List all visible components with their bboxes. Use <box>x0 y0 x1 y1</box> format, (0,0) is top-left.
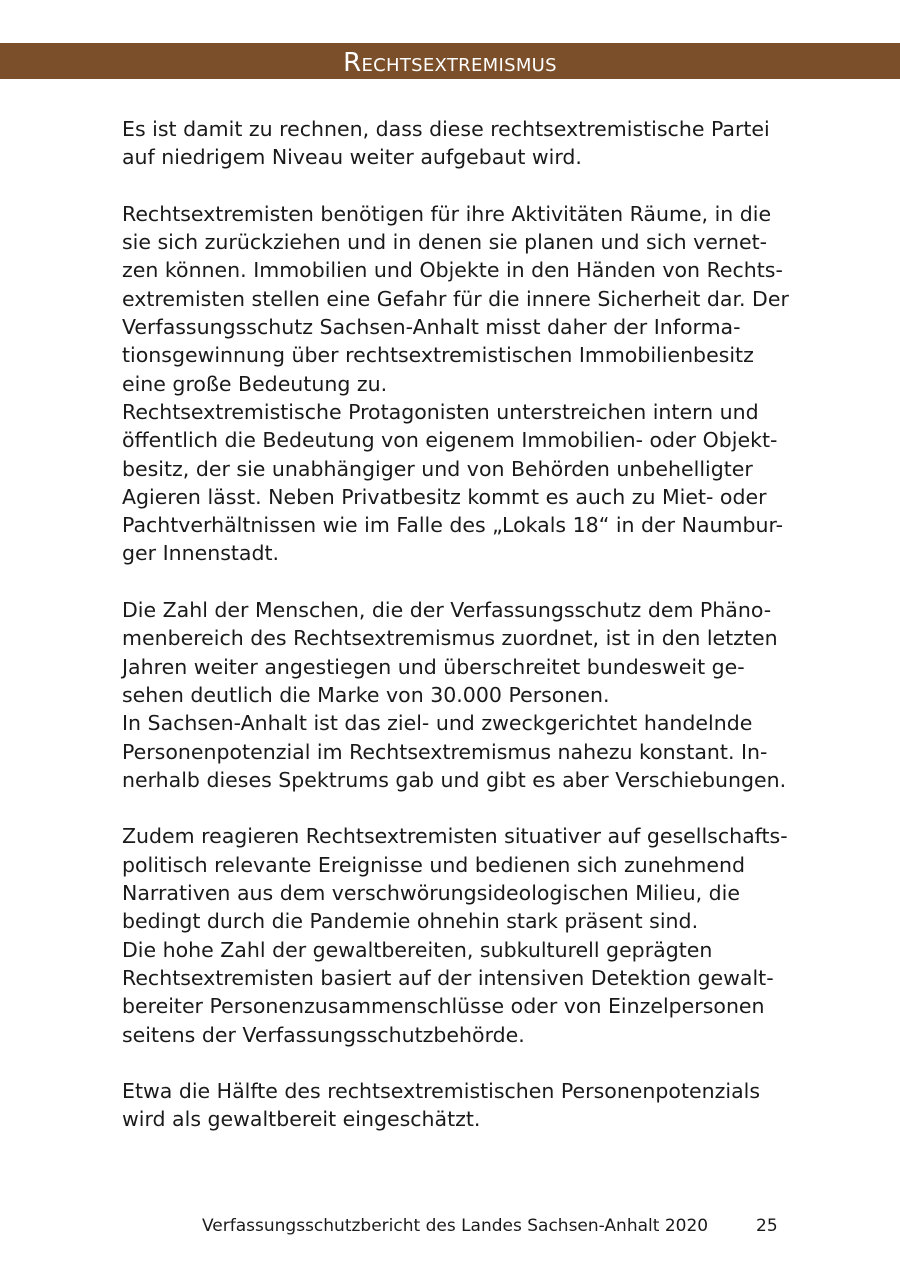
text-line: Agieren lässt. Neben Privatbesitz kommt es auch zu Miet- oder <box>122 484 767 509</box>
paragraph-spacer <box>122 1049 782 1077</box>
text-line: tionsgewinnung über rechtsextremistischen Immobilienbesitz <box>122 343 754 368</box>
paragraph-5 <box>122 1077 782 1134</box>
text-line: menbereich des Rechtsextremismus zuordnet, ist in den letzten <box>122 626 778 651</box>
text-line: sehen deutlich die Marke von 30.000 Personen. <box>122 682 610 707</box>
footer-publication-title: Verfassungsschutzbericht des Landes Sachsen-Anhalt 2020 <box>202 1216 709 1236</box>
text-line: auf niedrigem Niveau weiter aufgebaut wird. <box>122 145 582 170</box>
body-text <box>122 115 789 1134</box>
text-line: Die Zahl der Menschen, die der Verfassungsschutz dem Phäno- <box>122 598 772 623</box>
text-line: zen können. Immobilien und Objekte in den Händen von Rechts- <box>122 258 783 283</box>
text-line: politisch relevante Ereignisse und bedienen sich zunehmend <box>122 852 745 877</box>
text-line: Personenpotenzial im Rechtsextremismus nahezu konstant. In- <box>122 739 768 764</box>
paragraph-1 <box>122 115 782 172</box>
text-line: Pachtverhältnissen wie im Falle des „Lokals 18“ in der Naumbur- <box>122 513 783 538</box>
paragraph-2 <box>122 200 789 568</box>
text-line: besitz, der sie unabhängiger und von Behörden unbehelligter <box>122 456 753 481</box>
section-title: Rechtsextremismus <box>343 48 557 78</box>
text-line: nerhalb dieses Spektrums gab und gibt es aber Verschiebungen. <box>122 767 787 792</box>
text-line: öffentlich die Bedeutung von eigenem Immobilien- oder Objekt- <box>122 428 778 453</box>
text-line: Verfassungsschutz Sachsen-Anhalt misst daher der Informa- <box>122 315 741 340</box>
section-header-bar <box>0 43 900 79</box>
text-line: bereiter Personenzusammenschlüsse oder von Einzelpersonen <box>122 994 765 1019</box>
text-line: sie sich zurückziehen und in denen sie planen und sich vernet- <box>122 230 768 255</box>
text-line: Rechtsextremisten basiert auf der intensiven Detektion gewalt- <box>122 965 774 990</box>
text-line: Rechtsextremistische Protagonisten unterstreichen intern und <box>122 399 759 424</box>
text-line: eine große Bedeutung zu. <box>122 371 388 396</box>
text-line: Narrativen aus dem verschwörungsideologischen Milieu, die <box>122 881 740 906</box>
text-line: wird als gewaltbereit eingeschätzt. <box>122 1107 481 1132</box>
paragraph-spacer <box>122 568 782 596</box>
text-line: In Sachsen-Anhalt ist das ziel- und zweckgerichtet handelnde <box>122 711 753 736</box>
page-number: 25 <box>756 1216 778 1236</box>
paragraph-spacer <box>122 794 782 822</box>
paragraph-4 <box>122 822 788 1048</box>
text-line: bedingt durch die Pandemie ohnehin stark präsent sind. <box>122 909 699 934</box>
text-line: Rechtsextremisten benötigen für ihre Aktivitäten Räume, in die <box>122 201 772 226</box>
text-line: extremisten stellen eine Gefahr für die innere Sicherheit dar. Der <box>122 286 789 311</box>
text-line: seitens der Verfassungsschutzbehörde. <box>122 1022 525 1047</box>
text-line: Etwa die Hälfte des rechtsextremistischen Personenpotenzials <box>122 1079 761 1104</box>
text-line: ger Innenstadt. <box>122 541 280 566</box>
text-line: Jahren weiter angestiegen und überschreitet bundesweit ge- <box>122 654 745 679</box>
paragraph-3 <box>122 596 787 794</box>
text-line: Die hohe Zahl der gewaltbereiten, subkulturell geprägten <box>122 937 713 962</box>
paragraph-spacer <box>122 172 782 200</box>
text-line: Es ist damit zu rechnen, dass diese rechtsextremistische Partei <box>122 117 770 141</box>
text-line: Zudem reagieren Rechtsextremisten situativer auf gesellschafts- <box>122 824 788 849</box>
